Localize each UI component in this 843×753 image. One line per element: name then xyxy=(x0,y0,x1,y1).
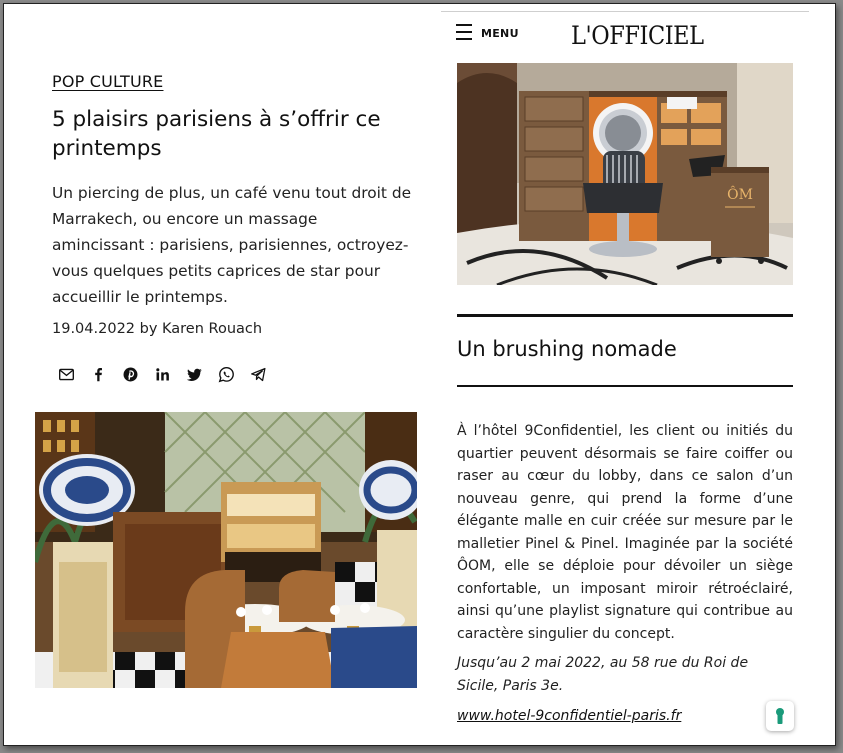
share-bar xyxy=(56,364,268,384)
page-frame xyxy=(3,3,836,746)
mail-icon[interactable] xyxy=(56,364,76,384)
menu-icon[interactable] xyxy=(456,24,472,40)
barber-trunk-image xyxy=(457,63,793,285)
section-rule-bottom xyxy=(457,385,793,387)
whatsapp-icon[interactable] xyxy=(216,364,236,384)
top-divider xyxy=(441,11,809,12)
telegram-icon[interactable] xyxy=(248,364,268,384)
linkedin-icon[interactable] xyxy=(152,364,172,384)
site-logo[interactable]: L'OFFICIEL xyxy=(571,21,704,50)
menu-label[interactable]: MENU xyxy=(481,27,519,40)
cafe-interior-image xyxy=(35,412,417,688)
facebook-icon[interactable] xyxy=(88,364,108,384)
section-address: Jusqu’au 2 mai 2022, au 58 rue du Roi de Sicile, Paris 3e. xyxy=(457,655,749,694)
site-header xyxy=(454,18,814,52)
keyhole-badge-button[interactable] xyxy=(766,701,794,731)
article-meta: 19.04.2022 by Karen Rouach xyxy=(52,321,263,337)
article-title: 5 plaisirs parisiens à s’offrir ce printemps xyxy=(52,107,381,161)
trunk-logo: ÔM xyxy=(727,187,753,203)
section-rule-top xyxy=(457,314,793,317)
section-body: À l’hôtel 9Confidentiel, les client ou initiés du quartier peuvent désormais se faire coiffer ou raser au cœur du lobby, dans ce salon d’un nouveau genre, qui prend la forme d’une élégante malle en cuir créée sur mesure par le malletier Pinel & Pinel. Imaginée par la société ÔOM, elle se déploie pour dévoiler un siège confortable, un imposant miroir rétroéclairé, ainsi qu’une playlist signature qui contribue au caractère singulier du concept. xyxy=(457,423,793,642)
pinterest-icon[interactable] xyxy=(120,364,140,384)
hotel-website-link[interactable]: www.hotel-9confidentiel-paris.fr xyxy=(457,708,682,724)
section-title: Un brushing nomade xyxy=(457,337,677,361)
keyhole-icon xyxy=(773,707,787,725)
twitter-icon[interactable] xyxy=(184,364,204,384)
category-link[interactable]: POP CULTURE xyxy=(52,72,164,91)
left-column xyxy=(4,4,434,745)
article-lead: Un piercing de plus, un café venu tout droit de Marrakech, ou encore un massage amincissant : parisiens, parisiennes, octroyez-vous quelques petits caprices de star pour accueillir le printemps. xyxy=(52,184,412,306)
